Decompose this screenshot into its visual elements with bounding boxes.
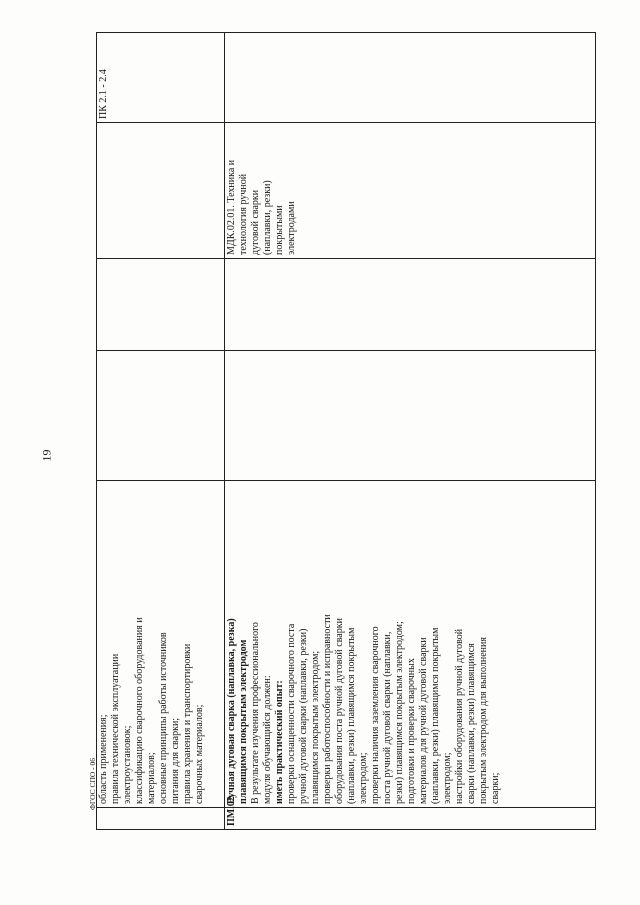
mdk-line: электродами: [286, 201, 297, 255]
list-item: (наплавки, резки) плавящимся покрытым: [430, 627, 441, 804]
mdk-line: дуговой сварки: [250, 189, 261, 255]
mdk-line: покрытыми: [274, 205, 285, 255]
list-item: ручной дуговой сварки (наплавки, резки): [298, 628, 309, 804]
footer-code: ФГОС СПО - 06: [88, 757, 97, 810]
empty-cell: [97, 259, 225, 351]
list-item: материалов для ручной дуговой сварки: [418, 637, 429, 804]
list-item: сварочных материалов;: [194, 704, 205, 804]
list-item: поста ручной дуговой сварки (наплавки,: [382, 631, 393, 804]
intro-text: модуля обучающийся должен:: [262, 675, 273, 804]
curriculum-table: [96, 32, 596, 830]
list-item: сварки;: [490, 772, 501, 804]
practice-heading: иметь практический опыт:: [274, 680, 285, 804]
code-cell-empty: [97, 808, 225, 830]
list-item: правила хранения и транспортировки: [182, 643, 193, 804]
list-item: область применения;: [98, 714, 109, 804]
intro-text: В результате изучения профессионального: [250, 622, 261, 804]
empty-cell: [225, 351, 596, 481]
list-item: подготовки и проверки сварочных: [406, 658, 417, 804]
module-code: ПМ.02: [225, 808, 596, 830]
list-item: правила технической эксплуатации: [110, 653, 121, 804]
module-title: Ручная дуговая сварка (наплавка, резка): [226, 618, 237, 804]
list-item: проверки оснащенности сварочного поста: [286, 623, 297, 804]
mdk-line: МДК.02.01. Техника и: [226, 159, 237, 255]
list-item: проверки работоспособности и исправности: [322, 614, 333, 804]
list-item: классификацию сварочного оборудования и: [134, 617, 145, 804]
table-row: [97, 33, 225, 830]
description-cell: [97, 481, 225, 808]
empty-cell: [225, 33, 596, 123]
list-item: покрытым электродом для выполнения: [478, 637, 489, 804]
table-row: [225, 33, 596, 830]
list-item: сварки (наплавки, резки) плавящимся: [466, 643, 477, 804]
rotated-table-sheet: [96, 33, 596, 830]
list-item: электроустановок;: [122, 725, 133, 804]
page-number: 19: [39, 449, 54, 462]
list-item: электродом;: [358, 752, 369, 804]
competencies-cell: ПК 2.1 - 2.4: [97, 33, 225, 123]
list-item: плавящимся покрытым электродом;: [310, 650, 321, 804]
list-item: оборудования поста ручной дуговой сварки: [334, 618, 345, 804]
empty-cell: [97, 351, 225, 481]
list-item: основные принципы работы источников: [158, 632, 169, 804]
empty-cell: [97, 123, 225, 259]
list-item: материалов;: [146, 752, 157, 804]
list-item: электродом;: [442, 752, 453, 804]
list-item: резки) плавящимся покрытым электродом;: [394, 621, 405, 804]
description-cell: [225, 481, 596, 808]
list-item: питания для сварки;: [170, 717, 181, 804]
empty-cell: [225, 259, 596, 351]
list-item: (наплавки, резки) плавящимся покрытым: [346, 627, 357, 804]
mdk-line: технология ручной: [238, 173, 249, 255]
list-item: настройки оборудования ручной дуговой: [454, 628, 465, 804]
module-title: плавящимся покрытым электродом: [238, 639, 249, 804]
mdk-cell: [225, 123, 596, 259]
mdk-line: (наплавки, резки): [262, 180, 273, 255]
list-item: проверки наличия заземления сварочного: [370, 626, 381, 804]
